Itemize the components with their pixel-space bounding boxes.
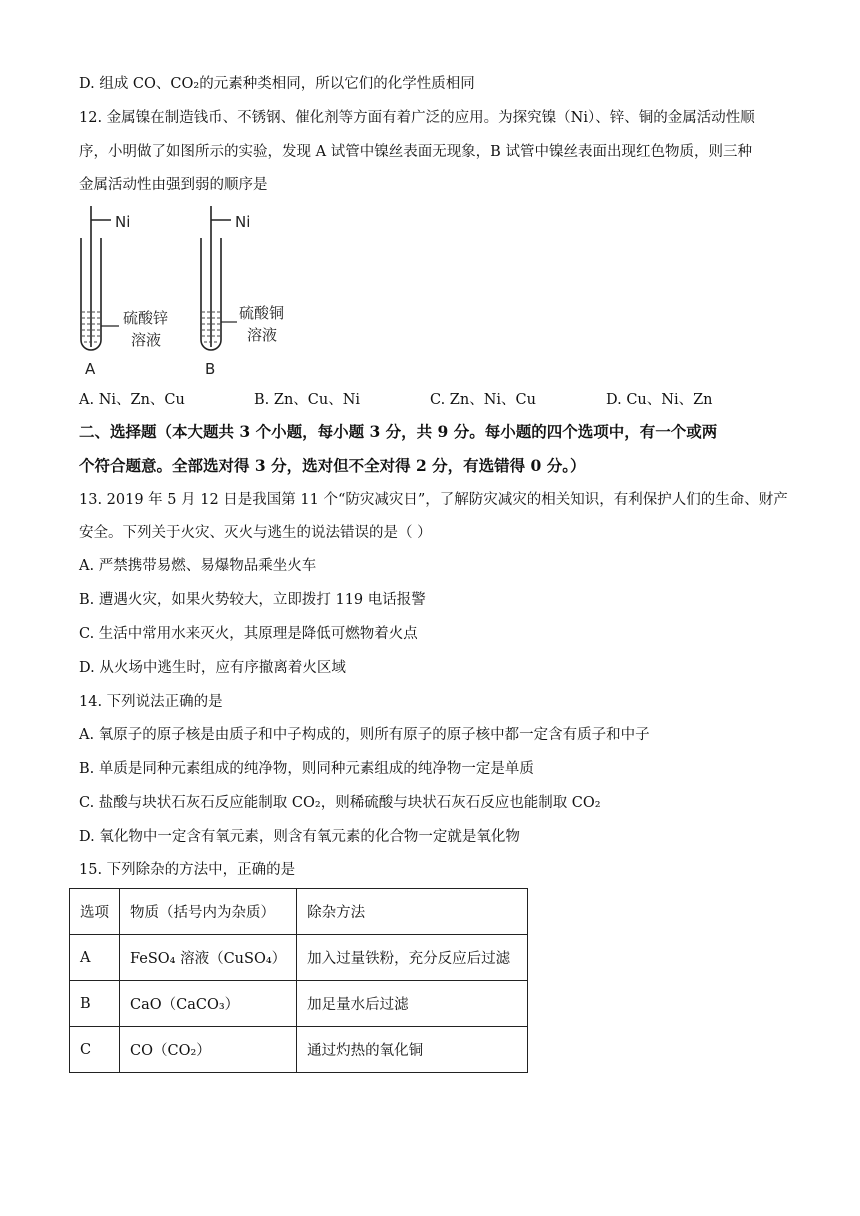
q12-option-c: C. Zn、Ni、Cu: [430, 392, 536, 408]
table-row: [70, 1027, 528, 1073]
tube-a-letter: A: [85, 360, 96, 378]
table-cell: CO（CO₂）: [120, 1027, 297, 1073]
tube-b-solution-label-2: 溶液: [247, 326, 278, 344]
table-cell: 加入过量铁粉，充分反应后过滤: [297, 935, 528, 981]
tube-a: [81, 206, 119, 350]
table-header-cell: 选项: [70, 889, 120, 935]
test-tube-figure: [75, 204, 315, 384]
q13-option-c: C. 生活中常用水来灭火，其原理是降低可燃物着火点: [79, 626, 418, 642]
table-cell: FeSO₄ 溶液（CuSO₄）: [120, 935, 297, 981]
q13-option-a: A. 严禁携带易燃、易爆物品乘坐火车: [79, 558, 317, 574]
q11-option-d: D. 组成 CO、CO₂的元素种类相同，所以它们的化学性质相同: [79, 76, 475, 92]
table-cell: 加足量水后过滤: [297, 981, 528, 1027]
table-cell: C: [70, 1027, 120, 1073]
section-2-heading-line2: 个符合题意。全部选对得 3 分，选对但不全对得 2 分，有选错得 0 分。）: [79, 456, 586, 475]
tube-b-solution-label: 硫酸铜: [239, 304, 285, 322]
section-2-heading-line1: 二、选择题（本大题共 3 个小题，每小题 3 分，共 9 分。每小题的四个选项中，有一个或两: [79, 422, 718, 441]
tube-b-metal-label: Ni: [235, 213, 251, 231]
q14-option-a: A. 氧原子的原子核是由质子和中子构成的，则所有原子的原子核中都一定含有质子和中子: [79, 727, 650, 743]
q13-stem-line1: 13. 2019 年 5 月 12 日是我国第 11 个“防灾减灾日”，了解防灾减灾的相关知识，有利保护人们的生命、财产: [79, 492, 788, 508]
table-cell: A: [70, 935, 120, 981]
q15-stem: 15. 下列除杂的方法中，正确的是: [79, 862, 296, 878]
q12-stem-line2: 序，小明做了如图所示的实验，发现 A 试管中镍丝表面无现象，B 试管中镍丝表面出现红色物质，则三种: [79, 144, 752, 160]
table-cell: 通过灼热的氧化铜: [297, 1027, 528, 1073]
q12-stem-line3: 金属活动性由强到弱的顺序是: [79, 177, 268, 193]
table-cell: CaO（CaCO₃）: [120, 981, 297, 1027]
tube-b-letter: B: [205, 360, 216, 378]
tube-a-solution-label-2: 溶液: [131, 331, 162, 349]
q14-stem: 14. 下列说法正确的是: [79, 694, 223, 710]
tube-b: [201, 206, 237, 350]
q12-option-b: B. Zn、Cu、Ni: [254, 392, 361, 408]
q14-option-b: B. 单质是同种元素组成的纯净物，则同种元素组成的纯净物一定是单质: [79, 761, 534, 777]
q14-option-d: D. 氧化物中一定含有氧元素，则含有氧元素的化合物一定就是氧化物: [79, 829, 520, 845]
q12-option-d: D. Cu、Ni、Zn: [606, 392, 713, 408]
table-header-row: [70, 889, 528, 935]
table-row: [70, 935, 528, 981]
q13-option-b: B. 遭遇火灾，如果火势较大，立即拨打 119 电话报警: [79, 592, 426, 608]
test-tubes-diagram: [75, 204, 315, 384]
q14-option-c: C. 盐酸与块状石灰石反应能制取 CO₂，则稀硫酸与块状石灰石反应也能制取 CO₂: [79, 795, 601, 811]
q12-option-a: A. Ni、Zn、Cu: [79, 392, 185, 408]
table-cell: B: [70, 981, 120, 1027]
q13-option-d: D. 从火场中逃生时，应有序撤离着火区域: [79, 660, 346, 676]
q12-stem-line1: 12. 金属镍在制造钱币、不锈钢、催化剂等方面有着广泛的应用。为探究镍（Ni）、锌、铜的金属活动性顺: [79, 110, 755, 126]
q13-stem-line2: 安全。下列关于火灾、灭火与逃生的说法错误的是（ ）: [79, 525, 432, 541]
table-header-cell: 除杂方法: [297, 889, 528, 935]
tube-a-solution-label: 硫酸锌: [123, 309, 169, 327]
table-row: [70, 981, 528, 1027]
table-header-cell: 物质（括号内为杂质）: [120, 889, 297, 935]
q15-table: [69, 888, 528, 1073]
tube-a-metal-label: Ni: [115, 213, 131, 231]
